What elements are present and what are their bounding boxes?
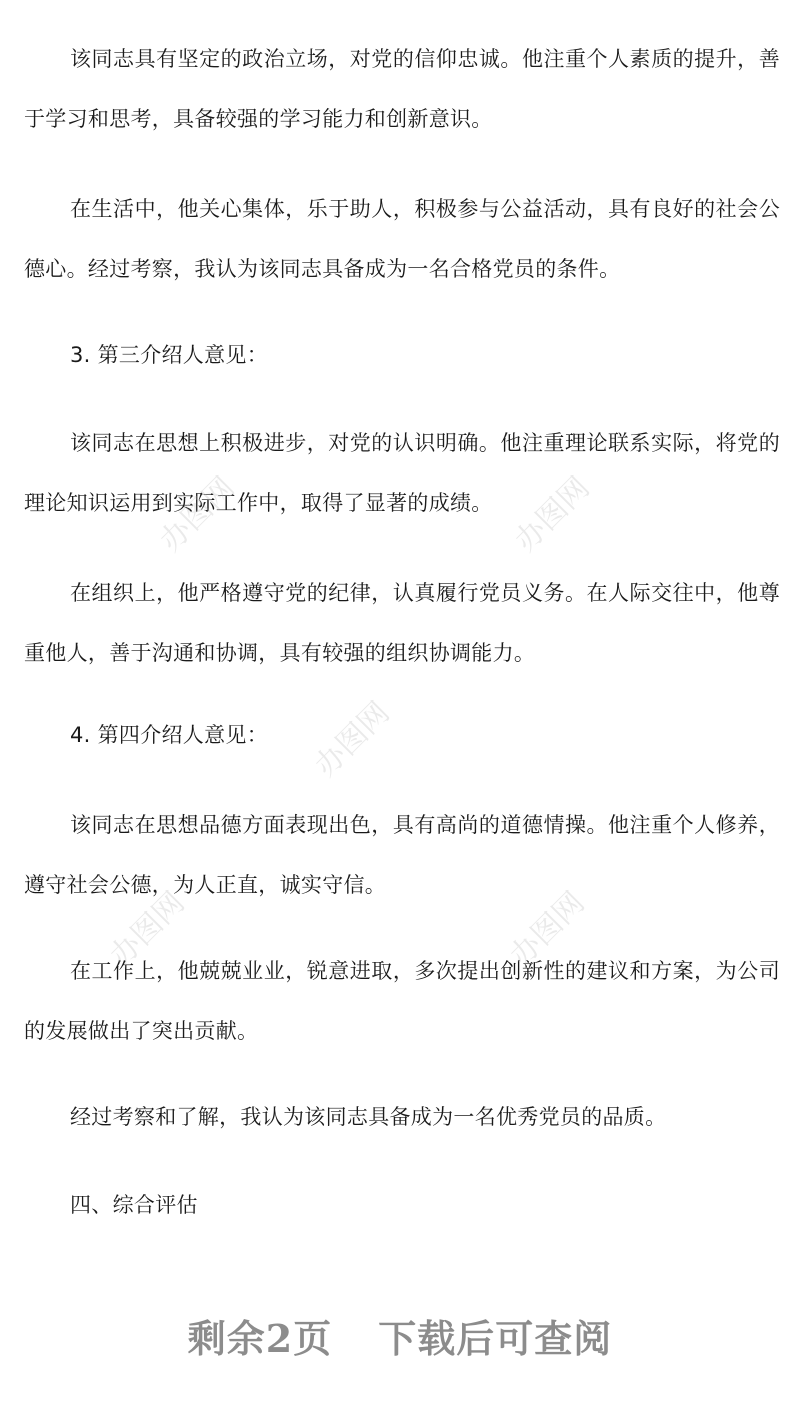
watermark: 办图网 <box>153 470 242 559</box>
remaining-pages-text[interactable]: 剩余2页 <box>187 1316 333 1361</box>
paragraph-7: 经过考察和了解，我认为该同志具备成为一名优秀党员的品质。 <box>70 1105 667 1129</box>
watermark: 办图网 <box>103 885 192 974</box>
watermark: 办图网 <box>508 470 597 559</box>
watermark: 办图网 <box>308 695 397 784</box>
paragraph-3: 该同志在思想上积极进步，对党的认识明确。他注重理论联系实际，将党的理论知识运用到实际工作中，取得了显著的成绩。 <box>24 431 780 515</box>
section-heading-fourth-introducer: 4. 第四介绍人意见： <box>70 723 269 747</box>
paragraph-2: 在生活中，他关心集体，乐于助人，积极参与公益活动，具有良好的社会公德心。经过考察，我认为该同志具备成为一名合格党员的条件。 <box>24 197 780 281</box>
paragraph-5: 该同志在思想品德方面表现出色，具有高尚的道德情操。他注重个人修养，遵守社会公德，为人正直，诚实守信。 <box>24 813 780 897</box>
section-heading-third-introducer: 3. 第三介绍人意见： <box>70 343 269 367</box>
paragraph-6: 在工作上，他兢兢业业，锐意进取，多次提出创新性的建议和方案，为公司的发展做出了突出贡献。 <box>24 959 780 1043</box>
watermark: 办图网 <box>503 885 592 974</box>
section-heading-overall-assessment: 四、综合评估 <box>70 1193 198 1217</box>
download-to-view-text[interactable]: 下载后可查阅 <box>378 1316 613 1361</box>
paragraph-1: 该同志具有坚定的政治立场，对党的信仰忠诚。他注重个人素质的提升，善于学习和思考，具备较强的学习能力和创新意识。 <box>24 47 780 131</box>
download-banner[interactable] <box>0 1308 800 1363</box>
paragraph-4: 在组织上，他严格遵守党的纪律，认真履行党员义务。在人际交往中，他尊重他人，善于沟通和协调，具有较强的组织协调能力。 <box>24 581 780 665</box>
